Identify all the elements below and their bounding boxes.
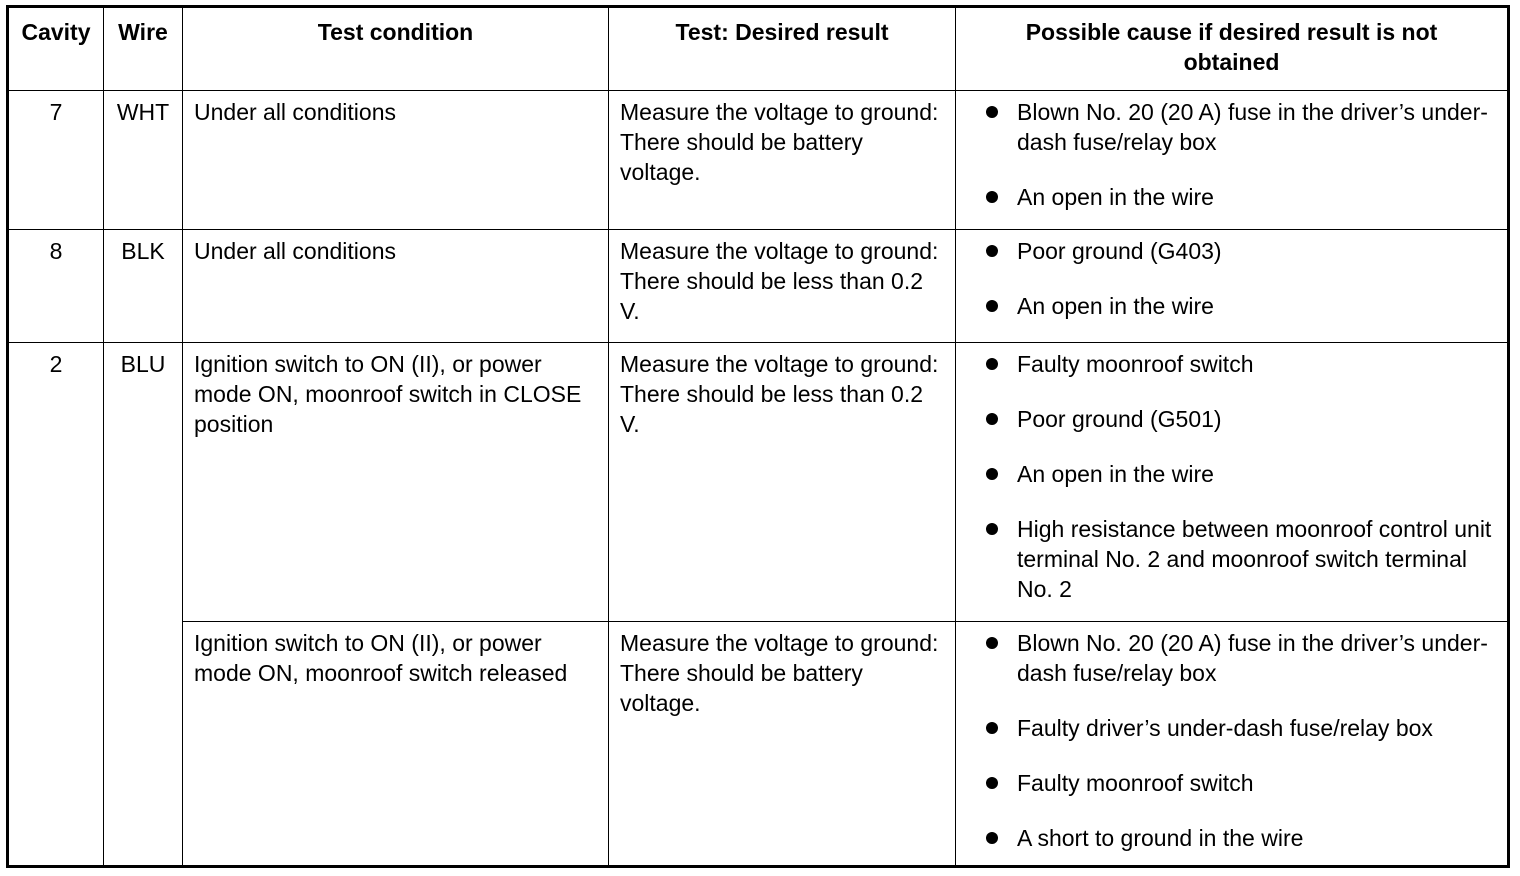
header-test-condition: Test condition	[183, 7, 609, 91]
table-row	[8, 622, 1509, 867]
bullet-icon	[986, 358, 998, 370]
bullet-icon	[986, 191, 998, 203]
cause-cell	[956, 230, 1509, 343]
cause-text: An open in the wire	[1017, 184, 1214, 210]
bullet-icon	[986, 777, 998, 789]
diagnostic-table	[6, 5, 1510, 868]
cause-text: Blown No. 20 (20 A) fuse in the driver’s under-dash fuse/relay box	[1017, 630, 1488, 686]
bullet-icon	[986, 106, 998, 118]
cause-list	[956, 343, 1507, 604]
cavity-cell: 2	[8, 343, 104, 867]
list-item	[986, 628, 1499, 688]
bullet-icon	[986, 722, 998, 734]
header-possible-cause: Possible cause if desired result is not obtained	[956, 7, 1509, 91]
condition-cell: Ignition switch to ON (II), or power mode ON, moonroof switch released	[183, 622, 609, 867]
cavity-cell: 7	[8, 91, 104, 230]
bullet-icon	[986, 832, 998, 844]
list-item	[986, 713, 1499, 743]
list-item	[986, 97, 1499, 157]
header-row	[8, 7, 1509, 91]
cause-text: Faulty driver’s under-dash fuse/relay box	[1017, 715, 1433, 741]
cause-text: Poor ground (G403)	[1017, 238, 1222, 264]
cause-text: High resistance between moonroof control unit terminal No. 2 and moonroof switch terminal No. 2	[1017, 516, 1492, 602]
cause-text: Faulty moonroof switch	[1017, 351, 1254, 377]
result-cell: Measure the voltage to ground: There should be less than 0.2 V.	[609, 343, 956, 622]
wire-cell: WHT	[104, 91, 183, 230]
cause-list	[956, 91, 1507, 212]
cause-cell	[956, 91, 1509, 230]
table-row	[8, 91, 1509, 230]
table-row	[8, 230, 1509, 343]
condition-cell: Ignition switch to ON (II), or power mode ON, moonroof switch in CLOSE position	[183, 343, 609, 622]
list-item	[986, 291, 1499, 321]
header-desired-result: Test: Desired result	[609, 7, 956, 91]
condition-cell: Under all conditions	[183, 230, 609, 343]
header-cavity: Cavity	[8, 7, 104, 91]
cause-cell	[956, 343, 1509, 622]
cause-text: A short to ground in the wire	[1017, 825, 1304, 851]
list-item	[986, 349, 1499, 379]
bullet-icon	[986, 468, 998, 480]
cause-text: Faulty moonroof switch	[1017, 770, 1254, 796]
list-item	[986, 459, 1499, 489]
cause-text: An open in the wire	[1017, 293, 1214, 319]
table-row	[8, 343, 1509, 622]
result-cell: Measure the voltage to ground: There should be battery voltage.	[609, 91, 956, 230]
wire-cell: BLK	[104, 230, 183, 343]
list-item	[986, 514, 1499, 604]
list-item	[986, 823, 1499, 853]
list-item	[986, 768, 1499, 798]
result-cell: Measure the voltage to ground: There should be battery voltage.	[609, 622, 956, 867]
result-cell: Measure the voltage to ground: There should be less than 0.2 V.	[609, 230, 956, 343]
cause-list	[956, 622, 1507, 853]
wire-cell: BLU	[104, 343, 183, 867]
cavity-cell: 8	[8, 230, 104, 343]
bullet-icon	[986, 300, 998, 312]
header-wire: Wire	[104, 7, 183, 91]
cause-text: An open in the wire	[1017, 461, 1214, 487]
cause-cell	[956, 622, 1509, 867]
list-item	[986, 182, 1499, 212]
condition-cell: Under all conditions	[183, 91, 609, 230]
list-item	[986, 404, 1499, 434]
cause-list	[956, 230, 1507, 321]
bullet-icon	[986, 523, 998, 535]
list-item	[986, 236, 1499, 266]
bullet-icon	[986, 637, 998, 649]
bullet-icon	[986, 245, 998, 257]
cause-text: Poor ground (G501)	[1017, 406, 1222, 432]
cause-text: Blown No. 20 (20 A) fuse in the driver’s under-dash fuse/relay box	[1017, 99, 1488, 155]
bullet-icon	[986, 413, 998, 425]
